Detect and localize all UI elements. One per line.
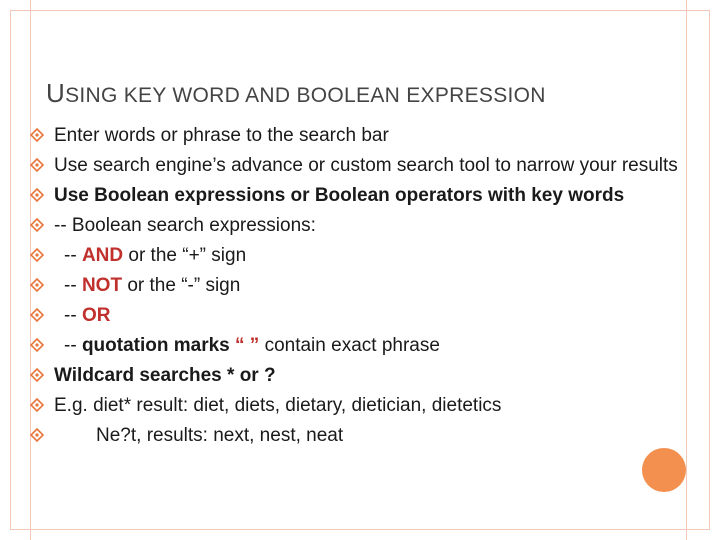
operator-keyword: NOT: [81, 275, 123, 296]
operator-suffix: or the “+” sign: [123, 245, 247, 266]
operator-keyword: “ ”: [235, 335, 260, 356]
list-item: [30, 332, 720, 359]
list-item: [30, 242, 720, 269]
operator-line: [54, 335, 440, 356]
title-initial: U: [46, 78, 66, 108]
operator-prefix: --: [64, 275, 82, 296]
list-item: [30, 362, 720, 389]
bullet-list: [30, 122, 720, 452]
operator-keyword: AND: [81, 245, 124, 266]
list-item-text: Wildcard searches * or ?: [54, 365, 276, 386]
operator-keyword: OR: [81, 305, 111, 326]
list-item: [30, 302, 720, 329]
diamond-outline-icon: [30, 218, 44, 232]
diamond-outline-icon: [30, 368, 44, 382]
operator-line: [54, 245, 246, 266]
diamond-outline-icon: [30, 188, 44, 202]
list-item-text: Enter words or phrase to the search bar: [54, 125, 389, 146]
list-item: [30, 122, 720, 149]
list-item: [30, 392, 720, 419]
list-item: [30, 152, 720, 179]
title-rest: SING KEY WORD AND BOOLEAN EXPRESSION: [65, 84, 546, 107]
diamond-outline-icon: [30, 248, 44, 262]
list-item-text: Use Boolean expressions or Boolean operators with key words: [54, 185, 625, 206]
operator-prefix: --: [64, 245, 82, 266]
operator-line: [54, 305, 110, 326]
operator-prefix: --: [64, 335, 82, 356]
decorative-circle: [642, 448, 686, 492]
list-item-text: -- Boolean search expressions:: [54, 215, 316, 236]
diamond-outline-icon: [30, 158, 44, 172]
list-item-text: Use search engine’s advance or custom search tool to narrow your results: [54, 155, 678, 176]
diamond-outline-icon: [30, 428, 44, 442]
operator-suffix: or the “-” sign: [122, 275, 241, 296]
diamond-outline-icon: [30, 308, 44, 322]
list-item: [30, 182, 720, 209]
list-item: [30, 422, 720, 449]
diamond-outline-icon: [30, 128, 44, 142]
diamond-outline-icon: [30, 338, 44, 352]
operator-line: [54, 275, 240, 296]
operator-lead: quotation marks: [81, 335, 236, 356]
list-item-text: E.g. diet* result: diet, diets, dietary, dietician, dietetics: [54, 395, 502, 416]
diamond-outline-icon: [30, 278, 44, 292]
operator-suffix: contain exact phrase: [259, 335, 440, 356]
operator-prefix: --: [64, 305, 82, 326]
list-item-text: Ne?t, results: next, nest, neat: [96, 425, 344, 446]
list-item: [30, 212, 720, 239]
slide-title: [46, 78, 546, 109]
list-item: [30, 272, 720, 299]
diamond-outline-icon: [30, 398, 44, 412]
